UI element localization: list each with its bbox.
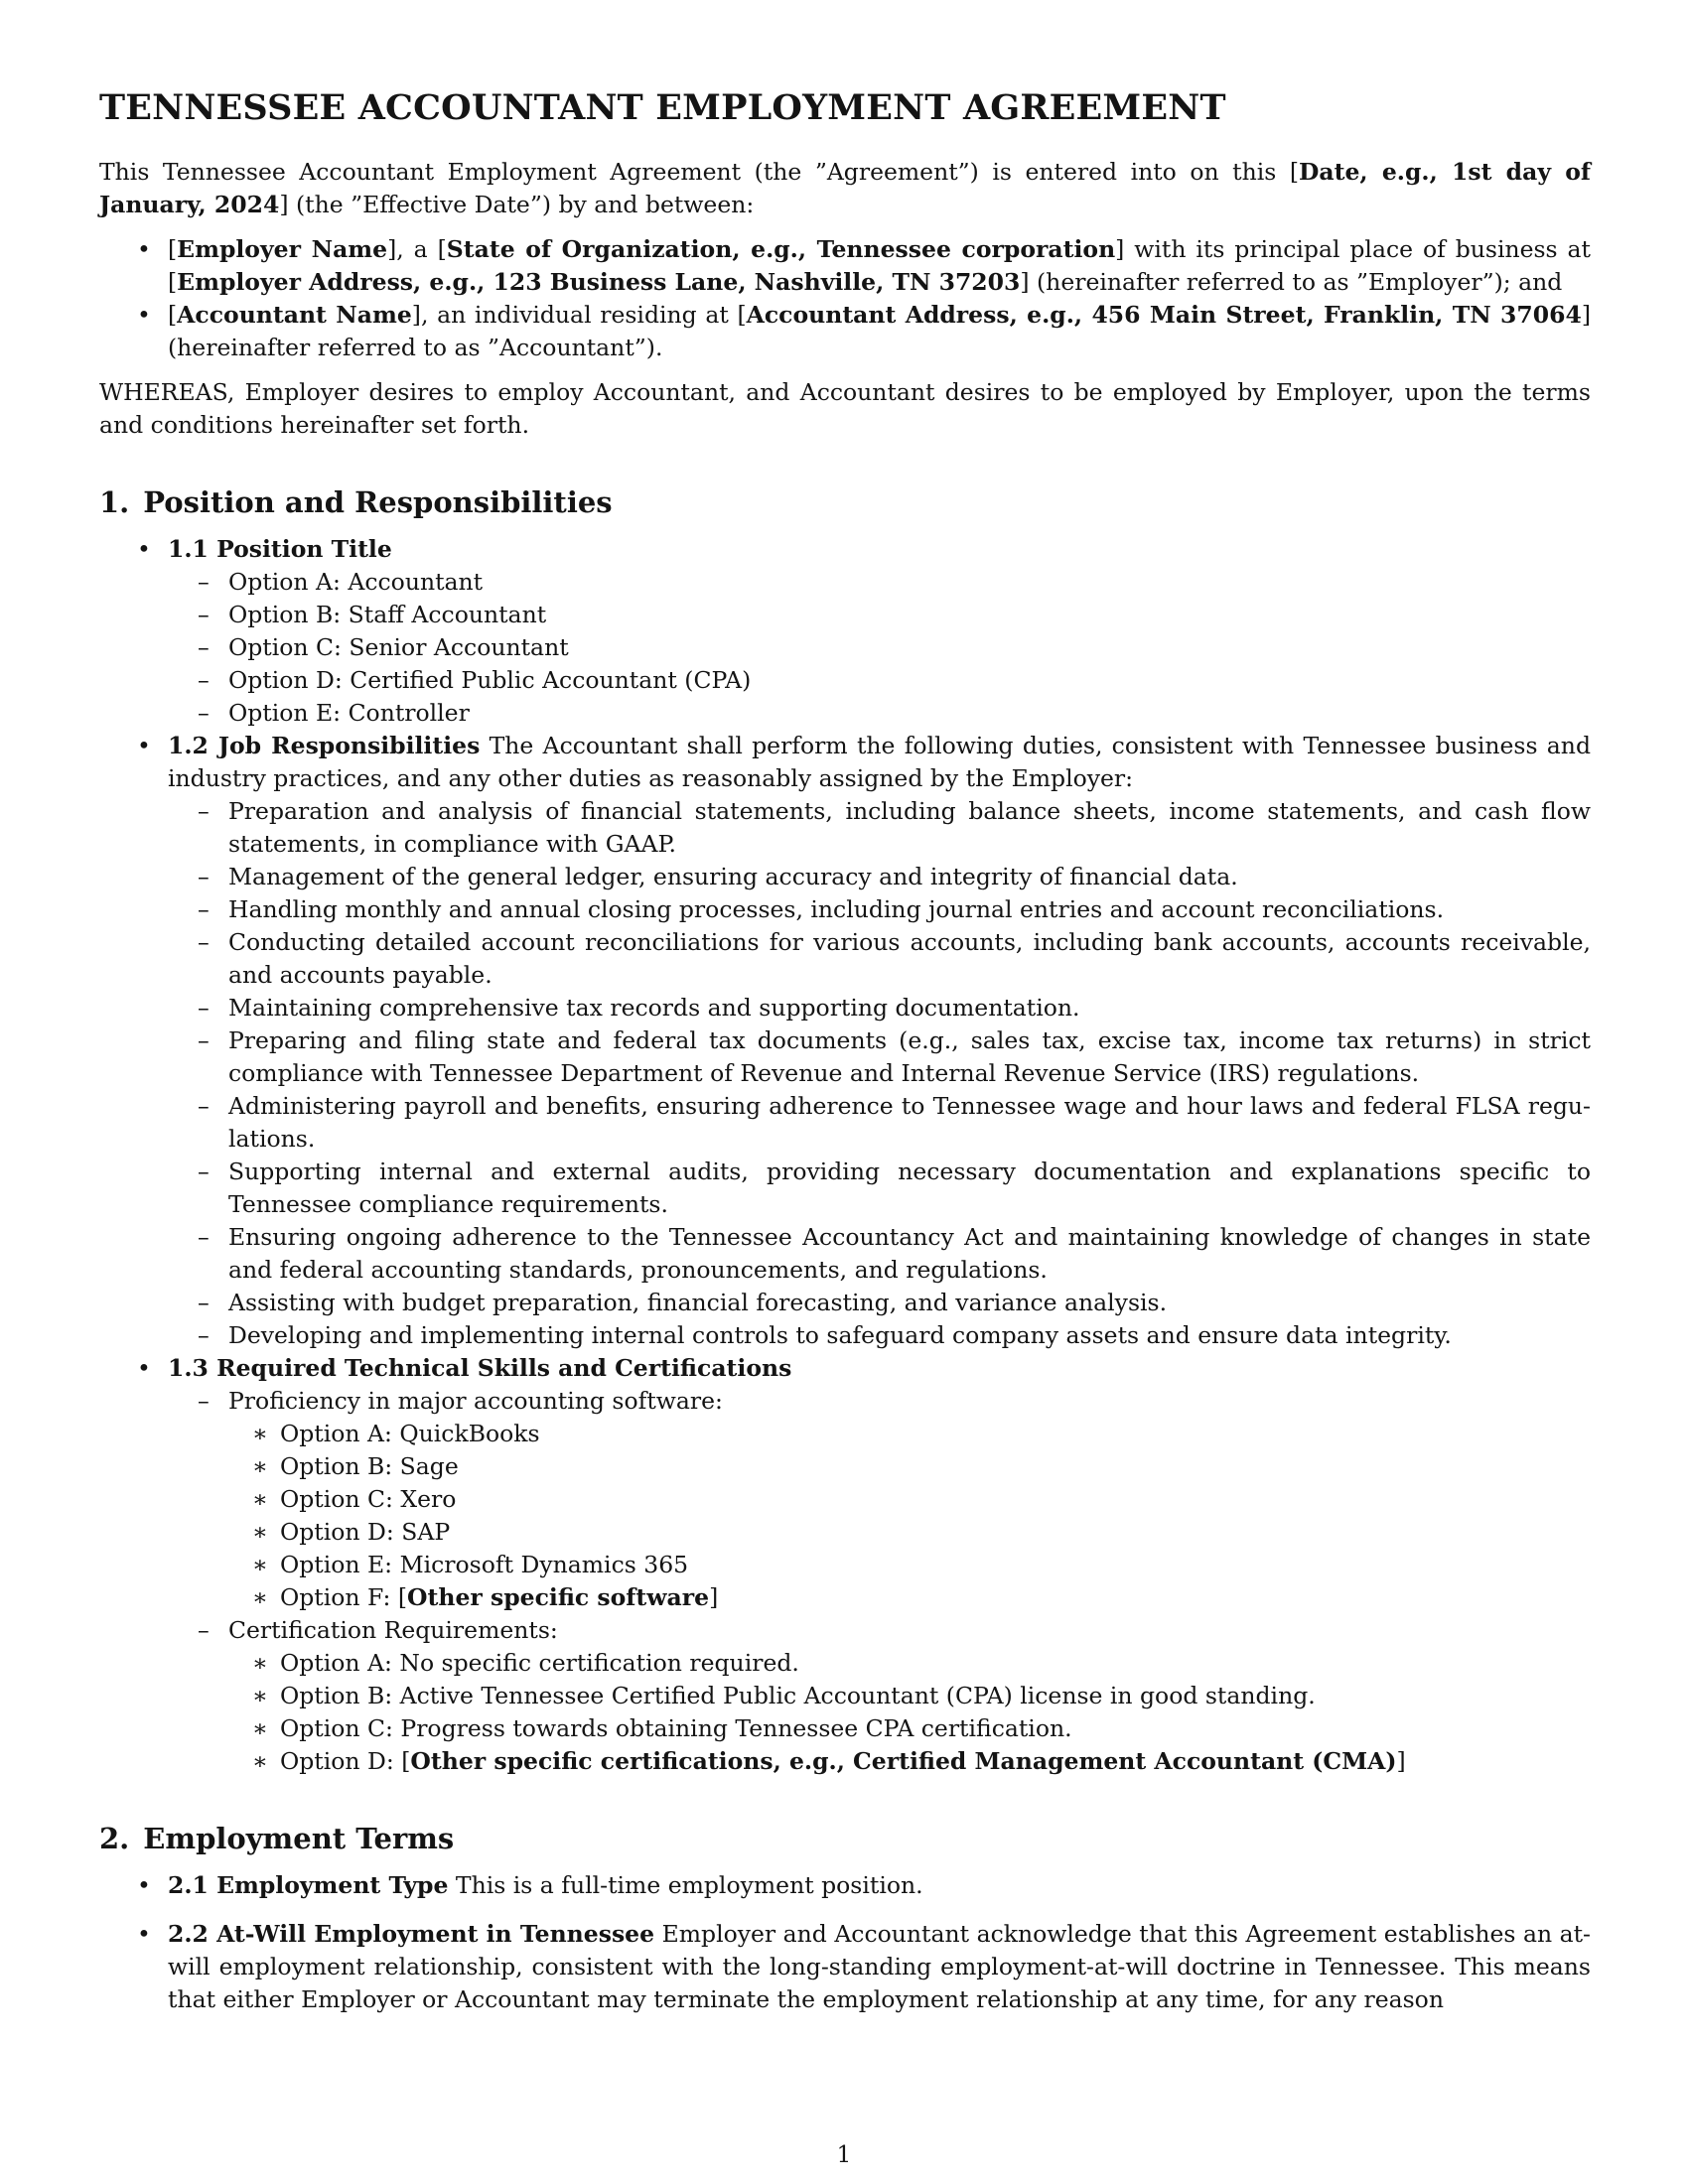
effective-date-placeholder: Date, e.g., 1st day of January, 2024	[99, 158, 1591, 218]
list-item: – Management of the general ledger, ensuring accuracy and integrity of financial data.	[168, 861, 1591, 893]
duties-list	[168, 795, 1591, 1352]
list-item: ∗ Option F: [Other specific software]	[228, 1581, 1591, 1614]
accountant-name-placeholder: Accountant Name	[177, 301, 412, 329]
software-group: – Proficiency in major accounting software: ∗ Option A: QuickBooks ∗ Option B: Sage ∗ Option C: Xero ∗ Option D: SAP ∗ Option E: Microsoft Dynamics 365 ∗ Option F: [Other specific software]	[168, 1385, 1591, 1614]
list-item: – Ensuring ongoing adherence to the Tennessee Accountancy Act and maintaining knowledge of changes in state and federal accounting standards, pronouncements, and regulations.	[168, 1221, 1591, 1287]
party-accountant: • [Accountant Name], an individual residing at [Accountant Address, e.g., 456 Main Street, Franklin, TN 37064] (hereinafter referred to as ”Accountant”).	[99, 299, 1591, 364]
subsection-title: 2.1 Employment Type	[168, 1871, 449, 1899]
list-item: – Developing and implementing internal controls to safeguard company assets and ensure data integrity.	[168, 1319, 1591, 1352]
party-employer: • [Employer Name], a [State of Organization, e.g., Tennessee corporation] with its principal place of business at [Employer Address, e.g., 123 Business Lane, Nashville, TN 37203] (hereinafter referred to as ”Employer”); and	[99, 233, 1591, 299]
intro-paragraph: This Tennessee Accountant Employment Agreement (the ”Agreement”) is entered into on this [Date, e.g., 1st day of January, 2024] (the ”Effective Date”) by and between:	[99, 158, 1591, 218]
list-item: – Supporting internal and external audits, providing necessary documentation and explanations specific to Tennessee compliance requirements.	[168, 1156, 1591, 1221]
section-2-list	[99, 1869, 1591, 2016]
list-item: – Preparing and filing state and federal tax documents (e.g., sales tax, excise tax, income tax returns) in strict compliance with Tennessee Department of Revenue and Internal Revenue Service (IRS) regulations.	[168, 1024, 1591, 1090]
section-2-heading: 2. Employment Terms	[99, 1822, 455, 1855]
subsection-1-1	[99, 533, 1591, 730]
subsection-2-2: • 2.2 At-Will Employment in Tennessee Employer and Accountant acknowledge that this Agreement establishes an at-will employment relationship, consistent with the long-standing employment-at-will doctrine in Tennessee. This means that either Employer or Accountant may terminate the employment relationship at any time, for any reason	[99, 1918, 1591, 2016]
employer-state-placeholder: State of Organization, e.g., Tennessee corporation	[446, 235, 1116, 263]
list-item: – Option B: Staff Accountant	[168, 599, 1591, 631]
page-number: 1	[836, 2142, 852, 2168]
parties-list	[99, 233, 1591, 364]
list-item: ∗ Option A: No specific certification required.	[228, 1647, 1591, 1680]
document-title: TENNESSEE ACCOUNTANT EMPLOYMENT AGREEMENT	[99, 87, 1226, 128]
list-item: – Option D: Certified Public Accountant (CPA)	[168, 664, 1591, 697]
list-item: ∗ Option A: QuickBooks	[228, 1418, 1591, 1450]
list-item: – Conducting detailed account reconciliations for various accounts, including bank accounts, accounts receivable, and accounts payable.	[168, 926, 1591, 992]
list-item: – Assisting with budget preparation, financial forecasting, and variance analysis.	[168, 1287, 1591, 1319]
subsection-title: 2.2 At-Will Employment in Tennessee	[168, 1920, 655, 1948]
list-item: – Administering payroll and benefits, ensuring adherence to Tennessee wage and hour laws and federal FLSA regulations.	[168, 1090, 1591, 1156]
list-item: ∗ Option E: Microsoft Dynamics 365	[228, 1549, 1591, 1581]
whereas-paragraph: WHEREAS, Employer desires to employ Accountant, and Accountant desires to be employed by Employer, upon the terms and conditions hereinafter set forth.	[99, 378, 1591, 439]
certification-options-list	[228, 1647, 1591, 1778]
subsection-1-2: • 1.2 Job Responsibilities The Accountant shall perform the following duties, consistent with Tennessee business and industry practices, and any other duties as reasonably assigned by the Employer: – Preparation and analysis of financial statements, including balance sheets, income statements, and cash flow statements, in compliance with GAAP. – Management of the general ledger, ensuring accuracy and integrity of financial data. – Handling monthly and annual closing processes, including journal entries and account reconciliations. – Conducting detailed account reconciliations for various accounts, including bank accounts, accounts receivable, and accounts payable. – Maintaining comprehensive tax records and supporting documentation. – Preparing and filing state and federal tax documents (e.g., sales tax, excise tax, income tax returns) in strict compliance with Tennessee Department of Revenue and Internal Revenue Service (IRS) regulations. – Administering payroll and benefits, ensuring adherence to Tennessee wage and hour laws and federal FLSA regulations. – Supporting internal and external audits, providing necessary documentation and explanations specific to Tennessee compliance requirements. – Ensuring ongoing adherence to the Tennessee Accountancy Act and maintaining knowledge of changes in state and federal accounting standards, pronouncements, and regulations. – Assisting with budget preparation, financial forecasting, and variance analysis. – Developing and implementing internal controls to safeguard company assets and ensure data integrity.	[99, 730, 1591, 1352]
list-item: – Handling monthly and annual closing processes, including journal entries and account reconciliations.	[168, 893, 1591, 926]
list-item: ∗ Option D: [Other specific certifications, e.g., Certified Management Accountant (CMA)]	[228, 1745, 1591, 1778]
software-options-list	[228, 1418, 1591, 1614]
subsection-title: 1.3 Required Technical Skills and Certifications	[168, 1354, 792, 1382]
accountant-address-placeholder: Accountant Address, e.g., 456 Main Street, Franklin, TN 37064	[746, 301, 1582, 329]
subsection-title: 1.2 Job Responsibilities	[168, 732, 481, 759]
certification-group: – Certification Requirements: ∗ Option A: No specific certification required. ∗ Option B: Active Tennessee Certified Public Accountant (CPA) license in good standing. ∗ Option C: Progress towards obtaining Tennessee CPA certification. ∗ Option D: [Other specific certifications, e.g., Certified Management Accountant (CMA)]	[168, 1614, 1591, 1778]
employer-address-placeholder: Employer Address, e.g., 123 Business Lane, Nashville, TN 37203	[177, 268, 1021, 296]
section-1-list	[99, 533, 1591, 1778]
list-item: – Option E: Controller	[168, 697, 1591, 730]
agreement-page	[99, 87, 1591, 2028]
list-item: – Preparation and analysis of financial statements, including balance sheets, income statements, and cash flow statements, in compliance with GAAP.	[168, 795, 1591, 861]
position-options-list	[168, 566, 1591, 730]
other-software-placeholder: Other specific software	[407, 1583, 710, 1611]
list-item: ∗ Option B: Active Tennessee Certified Public Accountant (CPA) license in good standing.	[228, 1680, 1591, 1712]
list-item: – Option C: Senior Accountant	[168, 631, 1591, 664]
list-item: – Maintaining comprehensive tax records and supporting documentation.	[168, 992, 1591, 1024]
list-item: ∗ Option C: Progress towards obtaining Tennessee CPA certification.	[228, 1712, 1591, 1745]
subsection-2-1: • 2.1 Employment Type This is a full-time employment position.	[99, 1869, 1591, 1902]
list-item: ∗ Option C: Xero	[228, 1483, 1591, 1516]
list-item: ∗ Option D: SAP	[228, 1516, 1591, 1549]
subsection-title: 1.1 Position Title	[168, 535, 392, 563]
employer-name-placeholder: Employer Name	[177, 235, 388, 263]
list-item: ∗ Option B: Sage	[228, 1450, 1591, 1483]
other-certification-placeholder: Other specific certifications, e.g., Certified Management Accountant (CMA)	[410, 1747, 1397, 1775]
section-1-heading: 1. Position and Responsibilities	[99, 485, 613, 519]
subsection-1-3	[99, 1352, 1591, 1778]
list-item: – Option A: Accountant	[168, 566, 1591, 599]
